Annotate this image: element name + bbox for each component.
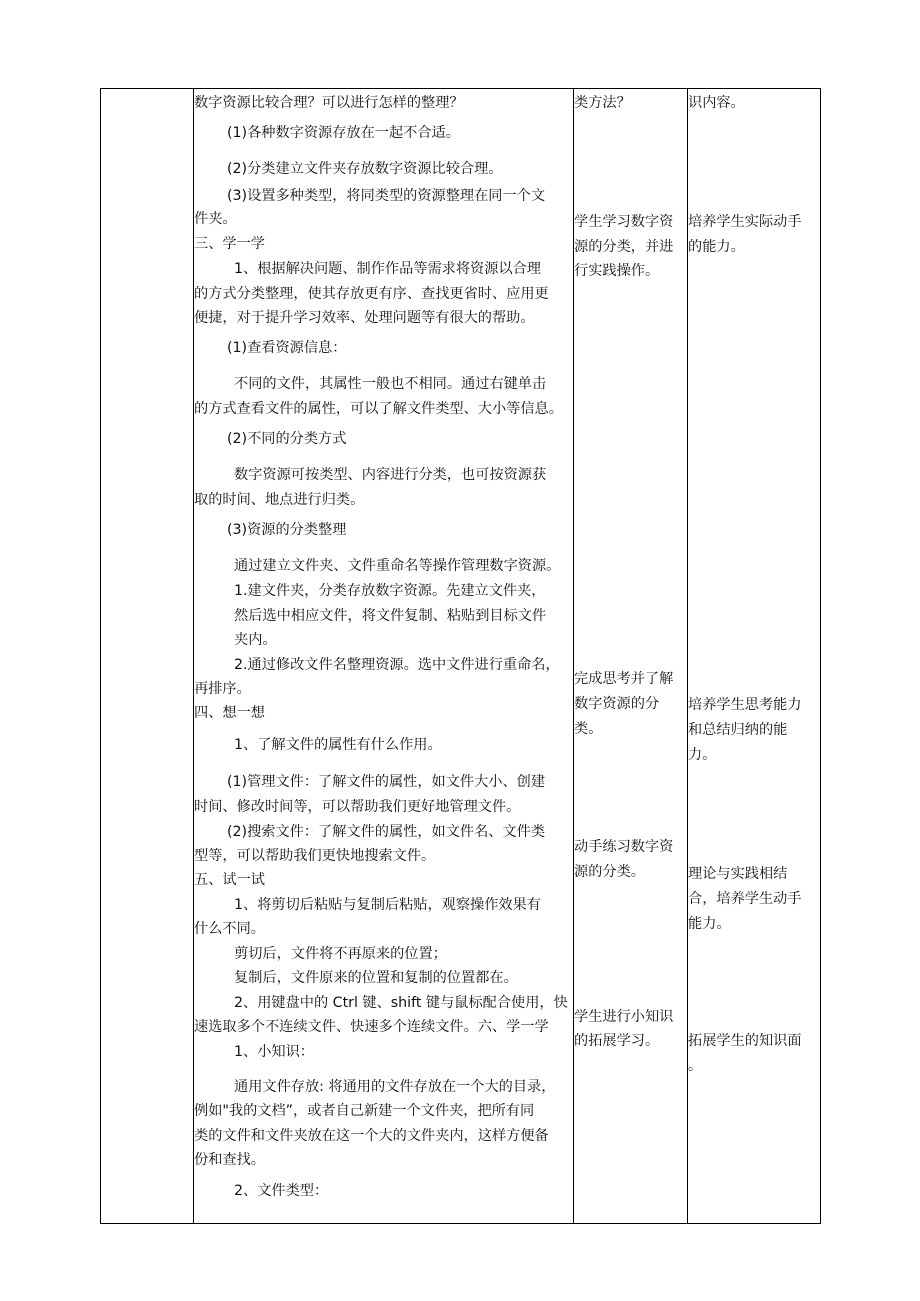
process-line: (2)不同的分类方式 (227, 431, 347, 447)
lesson-plan-table (100, 88, 821, 1224)
design-intent-line: 识内容。 (688, 95, 745, 111)
process-line: 通过建立文件夹、文件重命名等操作管理数字资源。 (234, 558, 561, 574)
design-intent-line: 合，培养学生动手 (688, 891, 802, 907)
process-line: 1、将剪切后粘贴与复制后粘贴，观察操作效果有 (234, 897, 541, 913)
student-activity-line: 完成思考并了解 (574, 671, 674, 687)
teaching-process-cell (194, 89, 573, 1223)
student-activity-line: 学生进行小知识 (574, 1009, 674, 1025)
process-line: 便捷，对于提升学习效率、处理问题等有很大的帮助。 (194, 310, 535, 326)
section-heading: 四、想一想 (194, 705, 265, 721)
process-line: 2、用键盘中的 Ctrl 键、shift 键与鼠标配合使用，快 (234, 995, 568, 1011)
design-intent-line: 培养学生实际动手 (688, 214, 802, 230)
process-line: 2.通过修改文件名整理资源。选中文件进行重命名， (234, 657, 560, 673)
design-intent-line: 和总结归纳的能 (688, 722, 788, 738)
student-activity-line: 动手练习数字资 (574, 839, 674, 855)
process-line: 取的时间、地点进行归类。 (194, 492, 365, 508)
student-activity-line: 行实践操作。 (574, 263, 660, 279)
design-intent-line: 培养学生思考能力 (688, 697, 802, 713)
student-activity-line: 学生学习数字资 (574, 214, 674, 230)
design-intent-line: 。 (688, 1058, 703, 1074)
process-line: 类的文件和文件夹放在这一个大的文件夹内，这样方便备 (194, 1128, 549, 1144)
process-line: 件夹。 (194, 211, 237, 227)
design-intent-line: 拓展学生的知识面 (688, 1033, 802, 1049)
process-line: 复制后，文件原来的位置和复制的位置都在。 (234, 970, 518, 986)
process-line: 份和查找。 (194, 1152, 265, 1168)
process-line: 型等，可以帮助我们更快地搜索文件。 (194, 848, 436, 864)
process-line: 1、了解文件的属性有什么作用。 (234, 737, 442, 753)
process-line: (3)设置多种类型，将同类型的资源整理在同一个文 (227, 188, 546, 204)
student-activity-line: 类。 (574, 721, 603, 737)
process-line: 夹内。 (234, 632, 277, 648)
process-line: 数字资源可按类型、内容进行分类，也可按资源获 (234, 467, 547, 483)
process-line: 2、文件类型： (234, 1183, 329, 1199)
student-activity-cell (574, 89, 687, 1223)
process-line: 数字资源比较合理？可以进行怎样的整理？ (194, 95, 464, 111)
process-line: 1、小知识： (234, 1044, 314, 1060)
process-line: 剪切后，文件将不再原来的位置； (234, 946, 447, 962)
design-intent-line: 能力。 (688, 916, 731, 932)
process-line: 的方式分类整理，使其存放更有序、查找更省时、应用更 (194, 286, 549, 302)
process-line: 通用文件存放: 将通用的文件存放在一个大的目录， (234, 1079, 556, 1095)
process-line: (1)查看资源信息： (227, 340, 347, 356)
student-activity-line: 的拓展学习。 (574, 1033, 660, 1049)
design-intent-cell (688, 89, 822, 1223)
process-line: (1)各种数字资源存放在一起不合适。 (227, 125, 460, 141)
process-line: 例如"我的文档”，或者自己新建一个文件夹，把所有同 (194, 1103, 535, 1119)
process-line: (3)资源的分类整理 (227, 522, 347, 538)
student-activity-line: 源的分类。 (574, 864, 645, 880)
process-line: 时间、修改时间等，可以帮助我们更好地管理文件。 (194, 799, 521, 815)
process-line: (1)管理文件：了解文件的属性，如文件大小、创建 (227, 774, 546, 790)
student-activity-line: 类方法？ (574, 95, 631, 111)
process-line: 的方式查看文件的属性，可以了解文件类型、大小等信息。 (194, 401, 563, 417)
process-line: 再排序。 (194, 681, 251, 697)
student-activity-line: 源的分类，并进 (574, 239, 674, 255)
process-line: 什么不同。 (194, 921, 265, 937)
process-line: 然后选中相应文件，将文件复制、粘贴到目标文件 (234, 608, 547, 624)
section-heading: 三、学一学 (194, 236, 265, 252)
design-intent-line: 力。 (688, 747, 717, 763)
section-heading: 五、试一试 (194, 872, 265, 888)
design-intent-line: 理论与实践相结 (688, 866, 788, 882)
process-line: 不同的文件，其属性一般也不相同。通过右键单击 (234, 376, 547, 392)
process-line: 1.建文件夹，分类存放数字资源。先建立文件夹， (234, 583, 546, 599)
design-intent-line: 的能力。 (688, 239, 745, 255)
student-activity-line: 数字资源的分 (574, 696, 660, 712)
stage-column-cell (101, 89, 193, 1223)
process-line: (2)分类建立文件夹存放数字资源比较合理。 (227, 161, 503, 177)
process-line: 1、根据解决问题、制作作品等需求将资源以合理 (234, 261, 541, 277)
process-line: (2)搜索文件：了解文件的属性，如文件名、文件类 (227, 824, 546, 840)
process-line: 速选取多个不连续文件、快速多个连续文件。六、学一学 (194, 1019, 549, 1035)
